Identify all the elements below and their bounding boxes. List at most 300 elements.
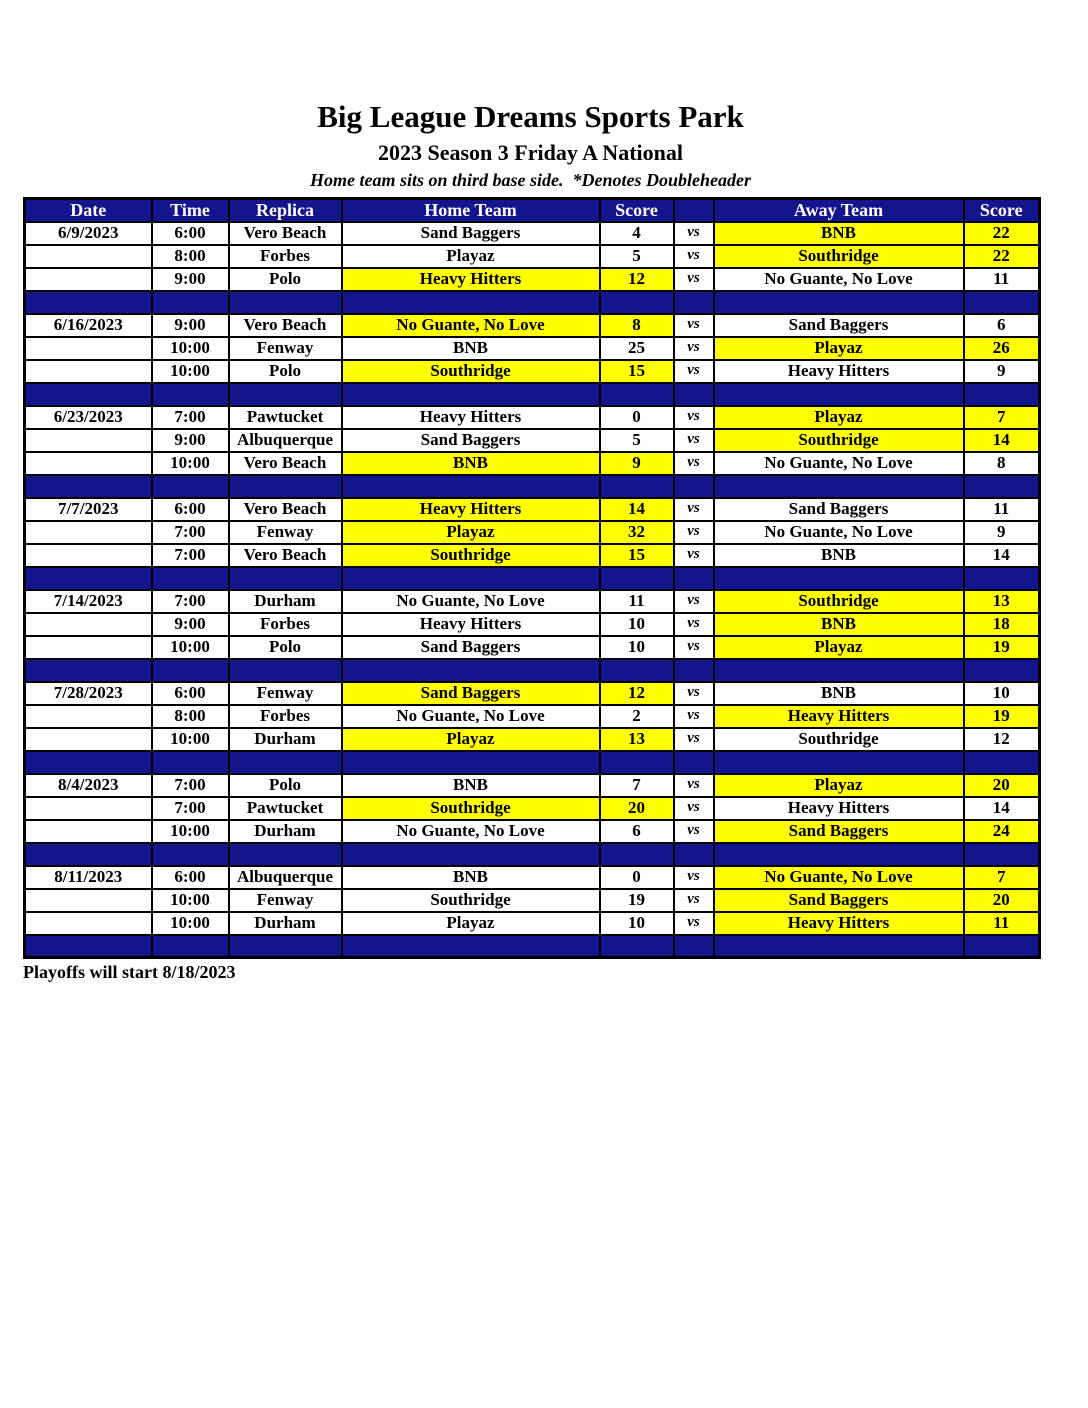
time-cell: 10:00 (152, 912, 229, 935)
away-team-cell: Sand Baggers (714, 820, 964, 843)
time-cell: 9:00 (152, 268, 229, 291)
time-cell: 9:00 (152, 429, 229, 452)
away-score-cell: 9 (964, 521, 1040, 544)
away-team-cell: Southridge (714, 245, 964, 268)
spacer-cell (714, 843, 964, 866)
spacer-cell (964, 291, 1040, 314)
spacer-cell (600, 751, 674, 774)
away-team-cell: Playaz (714, 774, 964, 797)
away-team-cell: Sand Baggers (714, 889, 964, 912)
vs-cell: vs (674, 728, 714, 751)
spacer-row (25, 383, 1040, 406)
time-cell: 10:00 (152, 820, 229, 843)
date-cell (25, 636, 152, 659)
time-cell: 6:00 (152, 498, 229, 521)
time-cell: 10:00 (152, 360, 229, 383)
home-team-cell: Heavy Hitters (342, 406, 600, 429)
spacer-cell (25, 291, 152, 314)
replica-cell: Forbes (229, 245, 342, 268)
away-team-cell: Southridge (714, 590, 964, 613)
spacer-cell (152, 843, 229, 866)
date-cell: 7/7/2023 (25, 498, 152, 521)
home-team-cell: Playaz (342, 912, 600, 935)
game-row (25, 222, 1040, 245)
away-score-cell: 11 (964, 912, 1040, 935)
home-score-cell: 11 (600, 590, 674, 613)
spacer-cell (964, 383, 1040, 406)
game-row (25, 889, 1040, 912)
away-score-cell: 22 (964, 245, 1040, 268)
vs-cell: vs (674, 521, 714, 544)
away-score-cell: 11 (964, 268, 1040, 291)
spacer-cell (964, 751, 1040, 774)
spacer-cell (342, 935, 600, 958)
column-header-time: Time (152, 199, 229, 222)
date-cell (25, 452, 152, 475)
home-team-cell: Heavy Hitters (342, 498, 600, 521)
replica-cell: Fenway (229, 337, 342, 360)
spacer-cell (25, 751, 152, 774)
game-row (25, 337, 1040, 360)
vs-cell: vs (674, 820, 714, 843)
spacer-cell (600, 383, 674, 406)
spacer-cell (600, 843, 674, 866)
spacer-cell (714, 751, 964, 774)
away-team-cell: BNB (714, 682, 964, 705)
spacer-cell (714, 935, 964, 958)
home-team-cell: Playaz (342, 728, 600, 751)
schedule-body (25, 222, 1040, 958)
time-cell: 10:00 (152, 889, 229, 912)
away-score-cell: 18 (964, 613, 1040, 636)
spacer-cell (25, 383, 152, 406)
replica-cell: Albuquerque (229, 429, 342, 452)
date-cell (25, 544, 152, 567)
spacer-cell (964, 475, 1040, 498)
column-header-away-team: Away Team (714, 199, 964, 222)
home-team-cell: Southridge (342, 544, 600, 567)
spacer-cell (229, 935, 342, 958)
vs-cell: vs (674, 406, 714, 429)
time-cell: 7:00 (152, 797, 229, 820)
time-cell: 7:00 (152, 406, 229, 429)
away-team-cell: BNB (714, 613, 964, 636)
replica-cell: Polo (229, 774, 342, 797)
home-team-cell: BNB (342, 866, 600, 889)
replica-cell: Pawtucket (229, 797, 342, 820)
spacer-cell (964, 843, 1040, 866)
replica-cell: Albuquerque (229, 866, 342, 889)
home-score-cell: 15 (600, 544, 674, 567)
spacer-row (25, 475, 1040, 498)
replica-cell: Durham (229, 590, 342, 613)
spacer-cell (152, 567, 229, 590)
date-cell (25, 245, 152, 268)
replica-cell: Fenway (229, 521, 342, 544)
date-cell: 8/4/2023 (25, 774, 152, 797)
home-team-cell: Heavy Hitters (342, 613, 600, 636)
spacer-cell (229, 843, 342, 866)
spacer-cell (25, 843, 152, 866)
home-score-cell: 5 (600, 245, 674, 268)
spacer-cell (152, 291, 229, 314)
away-team-cell: Sand Baggers (714, 314, 964, 337)
time-cell: 9:00 (152, 613, 229, 636)
vs-cell: vs (674, 314, 714, 337)
replica-cell: Vero Beach (229, 222, 342, 245)
away-score-cell: 11 (964, 498, 1040, 521)
home-score-cell: 10 (600, 613, 674, 636)
date-cell (25, 889, 152, 912)
date-cell (25, 728, 152, 751)
home-team-cell: Playaz (342, 245, 600, 268)
spacer-cell (229, 751, 342, 774)
column-header-vs (674, 199, 714, 222)
spacer-cell (674, 935, 714, 958)
home-score-cell: 12 (600, 268, 674, 291)
home-score-cell: 6 (600, 820, 674, 843)
time-cell: 10:00 (152, 452, 229, 475)
spacer-cell (25, 475, 152, 498)
game-row (25, 636, 1040, 659)
playoffs-note: Playoffs will start 8/18/2023 (23, 962, 236, 983)
game-row (25, 452, 1040, 475)
away-score-cell: 26 (964, 337, 1040, 360)
spacer-cell (674, 751, 714, 774)
home-score-cell: 12 (600, 682, 674, 705)
home-team-cell: Sand Baggers (342, 429, 600, 452)
date-cell (25, 797, 152, 820)
away-team-cell: Sand Baggers (714, 498, 964, 521)
home-score-cell: 13 (600, 728, 674, 751)
time-cell: 7:00 (152, 544, 229, 567)
home-team-cell: BNB (342, 774, 600, 797)
home-score-cell: 0 (600, 866, 674, 889)
game-row (25, 521, 1040, 544)
game-row (25, 797, 1040, 820)
vs-cell: vs (674, 498, 714, 521)
spacer-row (25, 659, 1040, 682)
date-cell: 7/28/2023 (25, 682, 152, 705)
away-score-cell: 6 (964, 314, 1040, 337)
vs-cell: vs (674, 429, 714, 452)
replica-cell: Vero Beach (229, 498, 342, 521)
time-cell: 10:00 (152, 636, 229, 659)
page-title: Big League Dreams Sports Park (317, 99, 744, 134)
home-team-cell: Southridge (342, 360, 600, 383)
away-team-cell: Southridge (714, 728, 964, 751)
column-header-home-team: Home Team (342, 199, 600, 222)
date-cell (25, 360, 152, 383)
home-team-cell: Sand Baggers (342, 682, 600, 705)
spacer-cell (714, 475, 964, 498)
away-score-cell: 7 (964, 406, 1040, 429)
spacer-cell (152, 475, 229, 498)
vs-cell: vs (674, 268, 714, 291)
date-cell (25, 613, 152, 636)
spacer-cell (152, 383, 229, 406)
away-score-cell: 10 (964, 682, 1040, 705)
vs-cell: vs (674, 360, 714, 383)
game-row (25, 406, 1040, 429)
game-row (25, 245, 1040, 268)
away-team-cell: No Guante, No Love (714, 521, 964, 544)
spacer-cell (600, 659, 674, 682)
home-team-cell: Sand Baggers (342, 636, 600, 659)
home-score-cell: 0 (600, 406, 674, 429)
game-row (25, 820, 1040, 843)
away-team-cell: Heavy Hitters (714, 797, 964, 820)
away-score-cell: 14 (964, 544, 1040, 567)
spacer-cell (152, 659, 229, 682)
page-header (23, 98, 1038, 191)
away-score-cell: 19 (964, 705, 1040, 728)
time-cell: 9:00 (152, 314, 229, 337)
game-row (25, 774, 1040, 797)
column-header-date: Date (25, 199, 152, 222)
spacer-cell (674, 291, 714, 314)
spacer-cell (600, 475, 674, 498)
away-score-cell: 7 (964, 866, 1040, 889)
away-team-cell: BNB (714, 222, 964, 245)
vs-cell: vs (674, 590, 714, 613)
spacer-cell (342, 383, 600, 406)
home-team-cell: Sand Baggers (342, 222, 600, 245)
replica-cell: Durham (229, 728, 342, 751)
away-score-cell: 20 (964, 889, 1040, 912)
home-team-cell: BNB (342, 337, 600, 360)
spacer-cell (152, 751, 229, 774)
home-team-cell: Heavy Hitters (342, 268, 600, 291)
spacer-cell (714, 291, 964, 314)
time-cell: 6:00 (152, 866, 229, 889)
replica-cell: Fenway (229, 682, 342, 705)
time-cell: 10:00 (152, 337, 229, 360)
schedule-table (23, 197, 1041, 959)
spacer-cell (674, 383, 714, 406)
game-row (25, 268, 1040, 291)
vs-cell: vs (674, 337, 714, 360)
spacer-cell (674, 567, 714, 590)
vs-cell: vs (674, 452, 714, 475)
game-row (25, 590, 1040, 613)
time-cell: 6:00 (152, 222, 229, 245)
spacer-cell (229, 291, 342, 314)
replica-cell: Durham (229, 820, 342, 843)
spacer-cell (342, 567, 600, 590)
replica-cell: Durham (229, 912, 342, 935)
vs-cell: vs (674, 613, 714, 636)
home-score-cell: 2 (600, 705, 674, 728)
vs-cell: vs (674, 705, 714, 728)
home-score-cell: 32 (600, 521, 674, 544)
game-row (25, 912, 1040, 935)
spacer-row (25, 751, 1040, 774)
vs-cell: vs (674, 682, 714, 705)
home-score-cell: 19 (600, 889, 674, 912)
away-score-cell: 12 (964, 728, 1040, 751)
away-score-cell: 9 (964, 360, 1040, 383)
home-team-cell: Southridge (342, 797, 600, 820)
game-row (25, 728, 1040, 751)
date-cell (25, 705, 152, 728)
time-cell: 7:00 (152, 590, 229, 613)
spacer-row (25, 935, 1040, 958)
spacer-cell (674, 475, 714, 498)
spacer-cell (25, 935, 152, 958)
spacer-cell (964, 935, 1040, 958)
spacer-cell (714, 567, 964, 590)
game-row (25, 314, 1040, 337)
spacer-cell (25, 567, 152, 590)
date-cell: 6/16/2023 (25, 314, 152, 337)
away-team-cell: No Guante, No Love (714, 452, 964, 475)
page-subtitle: 2023 Season 3 Friday A National (378, 139, 683, 165)
spacer-cell (342, 475, 600, 498)
home-team-cell: No Guante, No Love (342, 820, 600, 843)
vs-cell: vs (674, 797, 714, 820)
vs-cell: vs (674, 544, 714, 567)
game-row (25, 705, 1040, 728)
home-score-cell: 4 (600, 222, 674, 245)
replica-cell: Forbes (229, 705, 342, 728)
spacer-cell (229, 567, 342, 590)
vs-cell: vs (674, 912, 714, 935)
time-cell: 10:00 (152, 728, 229, 751)
away-team-cell: Playaz (714, 337, 964, 360)
game-row (25, 682, 1040, 705)
spacer-cell (964, 659, 1040, 682)
away-score-cell: 8 (964, 452, 1040, 475)
away-team-cell: Southridge (714, 429, 964, 452)
time-cell: 7:00 (152, 774, 229, 797)
away-team-cell: No Guante, No Love (714, 268, 964, 291)
spacer-cell (342, 843, 600, 866)
away-score-cell: 19 (964, 636, 1040, 659)
column-header-replica: Replica (229, 199, 342, 222)
vs-cell: vs (674, 866, 714, 889)
home-score-cell: 9 (600, 452, 674, 475)
spacer-cell (152, 935, 229, 958)
away-team-cell: Heavy Hitters (714, 705, 964, 728)
date-cell (25, 337, 152, 360)
game-row (25, 360, 1040, 383)
home-team-cell: No Guante, No Love (342, 590, 600, 613)
replica-cell: Polo (229, 636, 342, 659)
date-cell (25, 268, 152, 291)
home-score-cell: 10 (600, 912, 674, 935)
game-row (25, 544, 1040, 567)
away-team-cell: No Guante, No Love (714, 866, 964, 889)
spacer-cell (342, 659, 600, 682)
spacer-cell (600, 567, 674, 590)
time-cell: 6:00 (152, 682, 229, 705)
vs-cell: vs (674, 222, 714, 245)
spacer-row (25, 567, 1040, 590)
vs-cell: vs (674, 245, 714, 268)
replica-cell: Vero Beach (229, 452, 342, 475)
replica-cell: Vero Beach (229, 314, 342, 337)
home-score-cell: 7 (600, 774, 674, 797)
date-cell: 8/11/2023 (25, 866, 152, 889)
spacer-cell (674, 843, 714, 866)
home-score-cell: 5 (600, 429, 674, 452)
home-team-cell: Southridge (342, 889, 600, 912)
away-score-cell: 22 (964, 222, 1040, 245)
spacer-cell (342, 751, 600, 774)
away-team-cell: Playaz (714, 636, 964, 659)
game-row (25, 613, 1040, 636)
away-team-cell: BNB (714, 544, 964, 567)
spacer-cell (342, 291, 600, 314)
vs-cell: vs (674, 774, 714, 797)
column-header-home-score: Score (600, 199, 674, 222)
spacer-cell (964, 567, 1040, 590)
vs-cell: vs (674, 889, 714, 912)
spacer-cell (600, 291, 674, 314)
home-score-cell: 25 (600, 337, 674, 360)
spacer-cell (714, 659, 964, 682)
spacer-cell (229, 659, 342, 682)
column-header-away-score: Score (964, 199, 1040, 222)
date-cell (25, 429, 152, 452)
away-team-cell: Playaz (714, 406, 964, 429)
time-cell: 8:00 (152, 705, 229, 728)
spacer-cell (600, 935, 674, 958)
home-team-cell: Playaz (342, 521, 600, 544)
spacer-cell (674, 659, 714, 682)
home-score-cell: 8 (600, 314, 674, 337)
home-score-cell: 14 (600, 498, 674, 521)
game-row (25, 866, 1040, 889)
replica-cell: Polo (229, 268, 342, 291)
replica-cell: Vero Beach (229, 544, 342, 567)
header-row (25, 199, 1040, 222)
replica-cell: Pawtucket (229, 406, 342, 429)
replica-cell: Polo (229, 360, 342, 383)
date-cell (25, 820, 152, 843)
date-cell: 6/23/2023 (25, 406, 152, 429)
date-cell: 6/9/2023 (25, 222, 152, 245)
away-team-cell: Heavy Hitters (714, 912, 964, 935)
vs-cell: vs (674, 636, 714, 659)
date-cell (25, 912, 152, 935)
home-team-cell: No Guante, No Love (342, 314, 600, 337)
spacer-row (25, 291, 1040, 314)
spacer-cell (229, 475, 342, 498)
home-score-cell: 10 (600, 636, 674, 659)
spacer-cell (229, 383, 342, 406)
date-cell: 7/14/2023 (25, 590, 152, 613)
time-cell: 8:00 (152, 245, 229, 268)
away-score-cell: 24 (964, 820, 1040, 843)
home-team-cell: No Guante, No Love (342, 705, 600, 728)
away-score-cell: 14 (964, 429, 1040, 452)
replica-cell: Fenway (229, 889, 342, 912)
home-score-cell: 15 (600, 360, 674, 383)
page-note: Home team sits on third base side. *Denotes Doubleheader (310, 170, 751, 191)
spacer-cell (714, 383, 964, 406)
away-team-cell: Heavy Hitters (714, 360, 964, 383)
spacer-cell (25, 659, 152, 682)
away-score-cell: 13 (964, 590, 1040, 613)
away-score-cell: 20 (964, 774, 1040, 797)
replica-cell: Forbes (229, 613, 342, 636)
time-cell: 7:00 (152, 521, 229, 544)
home-score-cell: 20 (600, 797, 674, 820)
date-cell (25, 521, 152, 544)
game-row (25, 498, 1040, 521)
